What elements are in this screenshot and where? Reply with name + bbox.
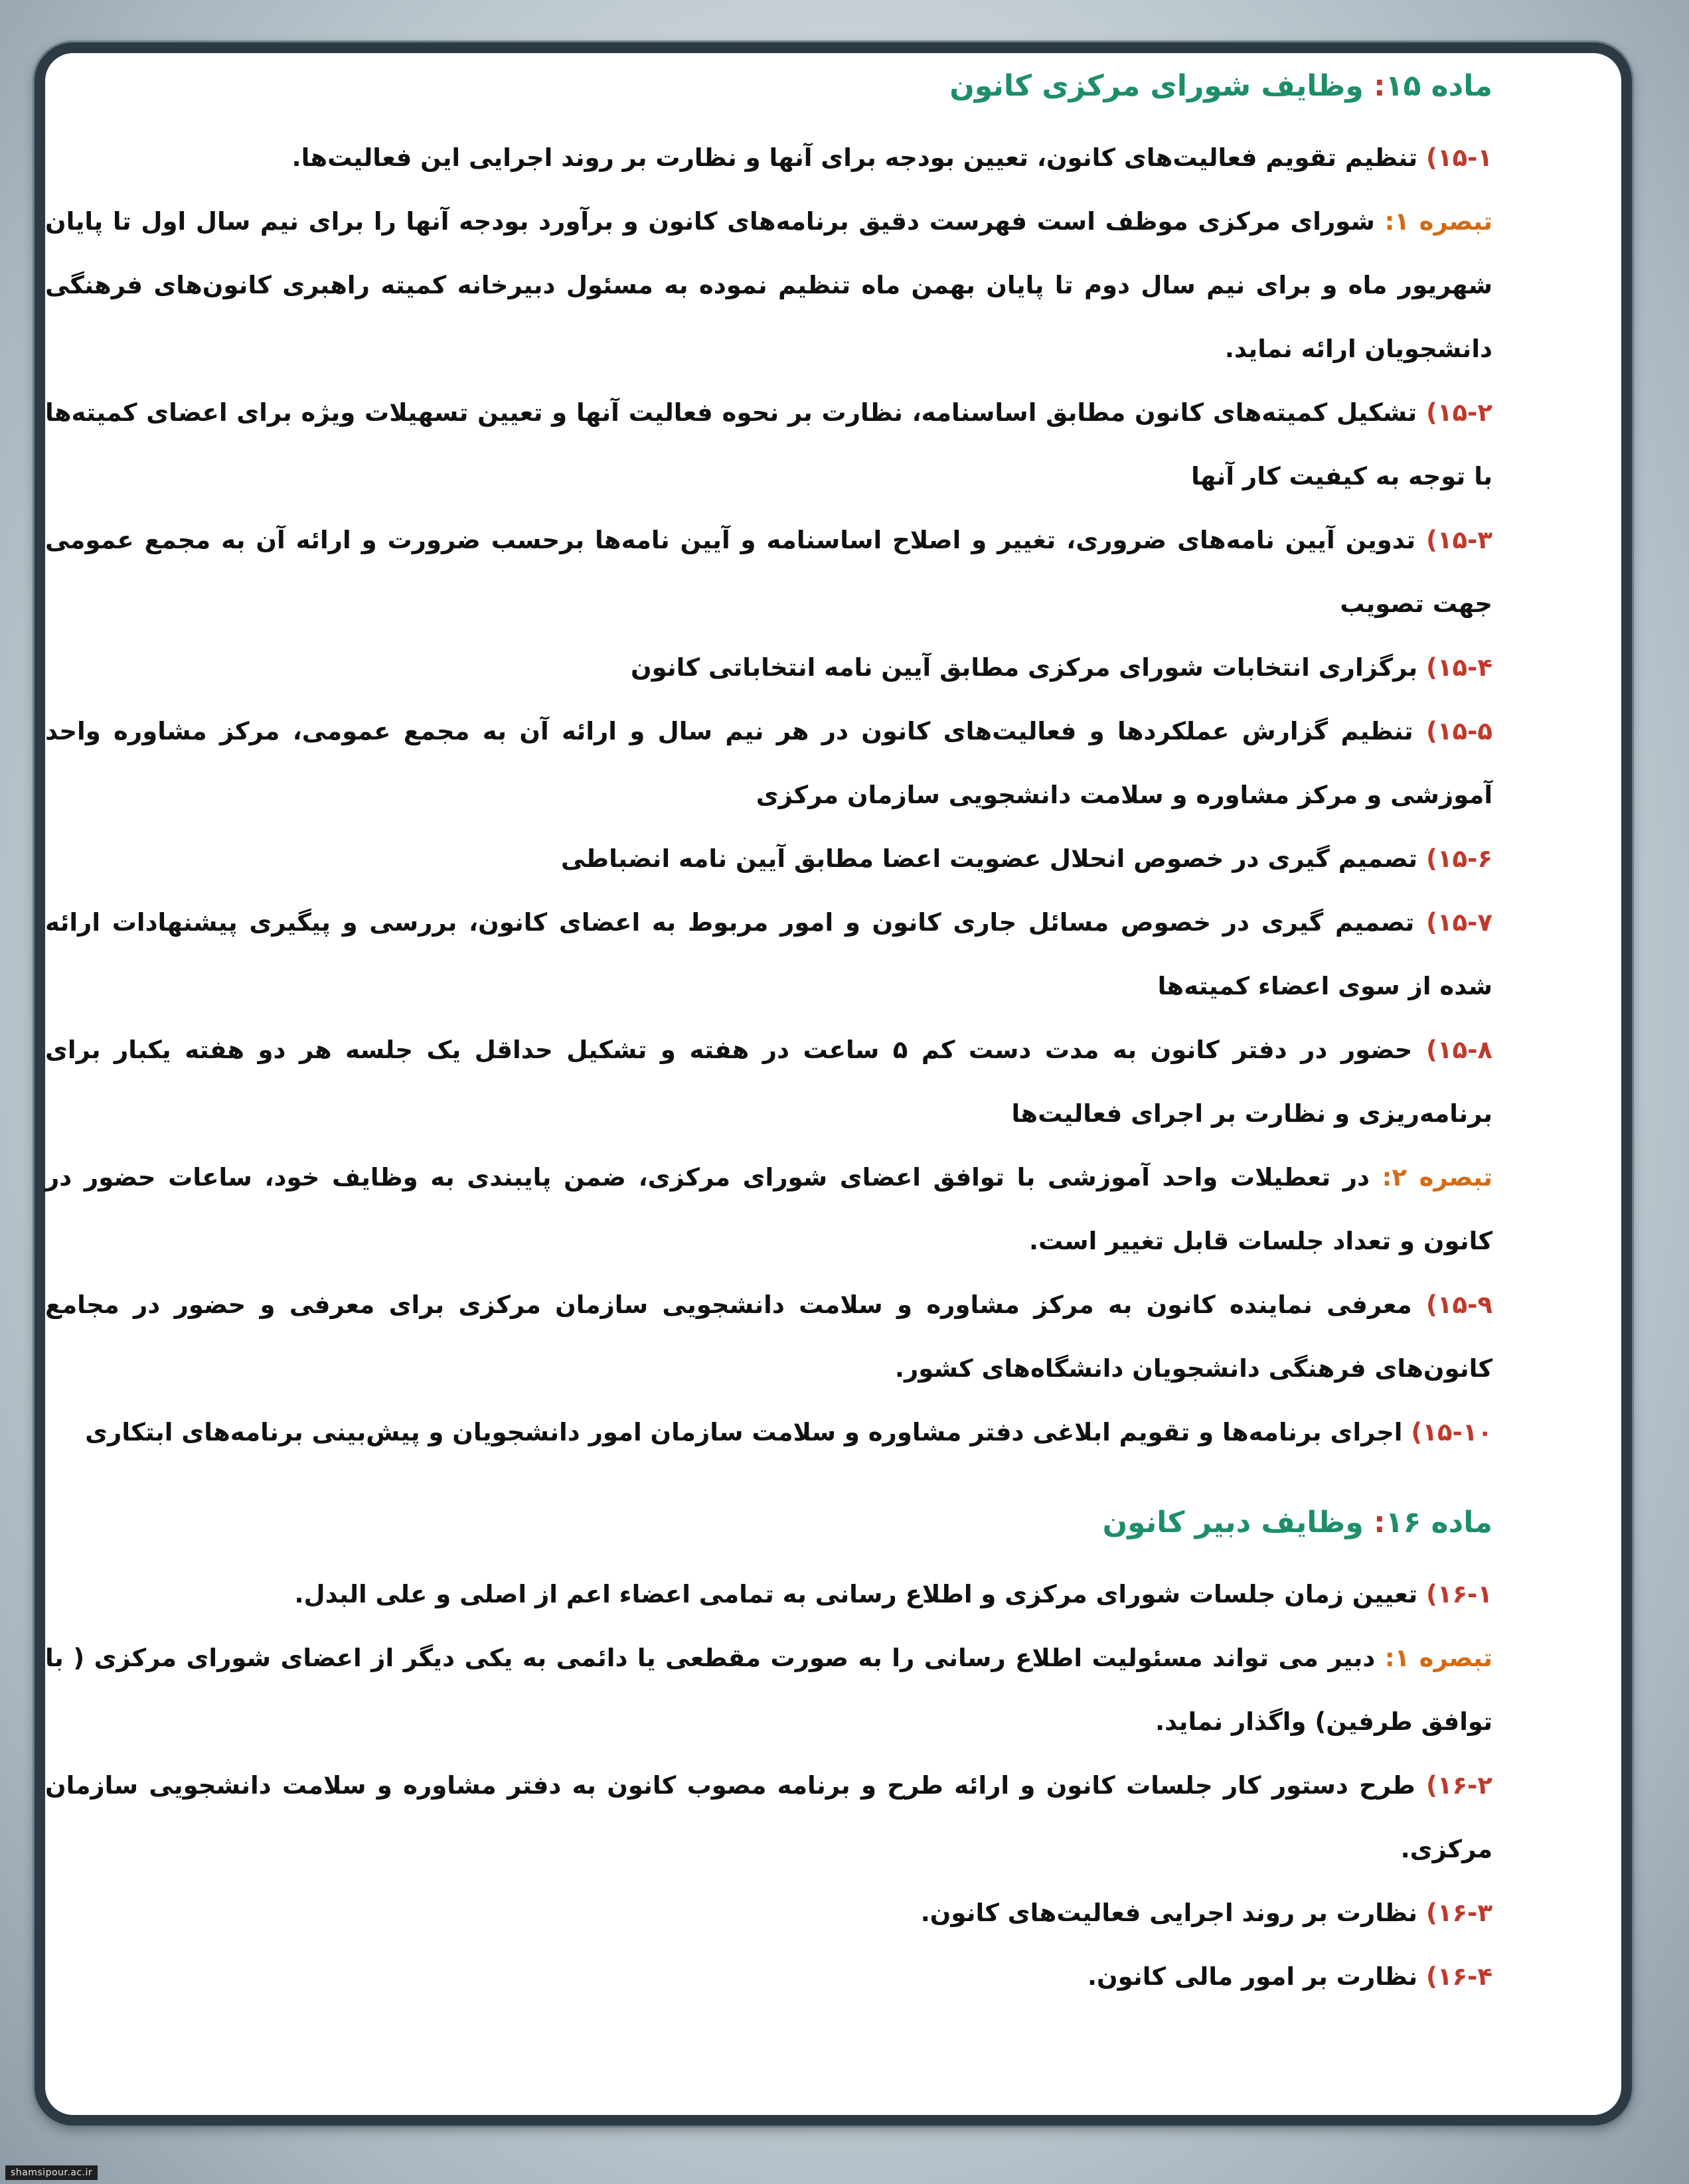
clause-number: ۱۵-۲) — [1425, 398, 1492, 427]
clause-number: ۱۶-۳) — [1425, 1899, 1492, 1927]
clause-15-2 — [45, 381, 1492, 508]
section-16-heading — [45, 1503, 1492, 1543]
section-15-title: وظایف شورای مرکزی کانون — [949, 69, 1374, 103]
section-16-title: وظایف دبیر کانون — [1102, 1506, 1374, 1539]
clause-15-8 — [45, 1018, 1492, 1146]
clause-number: ۱۶-۱) — [1425, 1580, 1492, 1608]
note-label: تبصره ۲: — [1382, 1163, 1492, 1192]
section-16-label: ماده ۱۶ — [1385, 1506, 1492, 1539]
clause-15-1 — [45, 126, 1492, 190]
clause-text: تشکیل کمیته‌های کانون مطابق اساسنامه، نظارت بر نحوه فعالیت آنها و تعیین تسهیلات ویژه برای اعضای کمیته‌ها با توجه به کیفیت کار آنها — [45, 398, 1492, 491]
clause-16-4 — [45, 1945, 1492, 2009]
note-label: تبصره ۱: — [1384, 207, 1492, 236]
clause-text: معرفی نماینده کانون به مرکز مشاوره و سلامت دانشجویی سازمان مرکزی برای معرفی و حضور در مجامع کانون‌های فرهنگی دانشجویان دانشگاه‌های کشور. — [45, 1290, 1492, 1383]
clause-text: تصمیم گیری در خصوص مسائل جاری کانون و امور مربوط به اعضای کانون، بررسی و پیگیری پیشنهادات ارائه شده از سوی اعضاء کمیته‌ها — [45, 908, 1492, 1000]
section-16-colon: : — [1374, 1506, 1386, 1539]
clause-number: ۱۵-۴) — [1425, 653, 1492, 682]
site-watermark: shamsipour.ac.ir — [5, 2165, 98, 2180]
note-text: شورای مرکزی موظف است فهرست دقیق برنامه‌های کانون و برآورد بودجه آنها را برای نیم سال اول تا پایان شهریور ماه و برای نیم سال دوم تا پایان بهمن ماه تنظیم نموده به مسئول دبیرخانه کمیته راهبری کانون‌های فرهنگی دانشجویان ارائه نماید. — [45, 207, 1492, 363]
clause-number: ۱۵-۱۰) — [1411, 1418, 1492, 1446]
clause-text: اجرای برنامه‌ها و تقویم ابلاغی دفتر مشاوره و سلامت سازمان امور دانشجویان و پیش‌بینی برنامه‌های ابتکاری — [85, 1418, 1411, 1446]
clause-number: ۱۶-۴) — [1425, 1962, 1492, 1991]
clause-number: ۱۵-۸) — [1425, 1036, 1493, 1064]
clause-text: تدوین آیین نامه‌های ضروری، تغییر و اصلاح اساسنامه و آیین نامه‌ها برحسب ضرورت و ارائه آن به مجمع عمومی جهت تصویب — [45, 526, 1492, 618]
clause-number: ۱۵-۹) — [1425, 1290, 1492, 1319]
note-16-1 — [45, 1626, 1492, 1754]
clause-number: ۱۵-۷) — [1425, 908, 1492, 937]
clause-15-9 — [45, 1273, 1492, 1401]
clause-number: ۱۶-۲) — [1425, 1771, 1492, 1800]
clause-16-3 — [45, 1881, 1492, 1945]
note-15-1 — [45, 190, 1492, 381]
clause-number: ۱۵-۶) — [1425, 844, 1492, 873]
clause-text: تنظیم تقویم فعالیت‌های کانون، تعیین بودجه برای آنها و نظارت بر روند اجرایی این فعالیت‌ها. — [291, 143, 1426, 172]
section-15-label: ماده ۱۵ — [1385, 69, 1492, 103]
section-15-colon: : — [1374, 69, 1386, 103]
clause-text: تنظیم گزارش عملکردها و فعالیت‌های کانون در هر نیم سال و ارائه آن به مجمع عمومی، مرکز مشاوره واحد آموزشی و مرکز مشاوره و سلامت دانشجویی سازمان مرکزی — [45, 717, 1492, 809]
clause-text: نظارت بر امور مالی کانون. — [1087, 1962, 1426, 1991]
clause-16-2 — [45, 1754, 1492, 1881]
clause-15-6 — [45, 827, 1492, 891]
section-15-heading — [45, 66, 1492, 106]
clause-number: ۱۵-۱) — [1425, 143, 1492, 172]
note-text: دبیر می تواند مسئولیت اطلاع رسانی را به صورت مقطعی یا دائمی به یکی دیگر از اعضای شورای مرکزی ( با توافق طرفین) واگذار نماید. — [45, 1644, 1492, 1736]
clause-text: حضور در دفتر کانون به مدت دست کم ۵ ساعت در هفته و تشکیل حداقل یک جلسه هر دو هفته یکبار برای برنامه‌ریزی و نظارت بر اجرای فعالیت‌ها — [45, 1036, 1492, 1128]
clause-text: طرح دستور کار جلسات کانون و ارائه طرح و برنامه مصوب کانون به دفتر مشاوره و سلامت دانشجویی سازمان مرکزی. — [45, 1771, 1492, 1863]
clause-text: نظارت بر روند اجرایی فعالیت‌های کانون. — [920, 1899, 1426, 1927]
note-label: تبصره ۱: — [1384, 1644, 1492, 1672]
note-15-2 — [45, 1146, 1492, 1273]
clause-number: ۱۵-۳) — [1425, 526, 1492, 554]
document-body — [45, 66, 1492, 2009]
note-text: در تعطیلات واحد آموزشی با توافق اعضای شورای مرکزی، ضمن پایبندی به وظایف خود، ساعات حضور در کانون و تعداد جلسات قابل تغییر است. — [45, 1163, 1492, 1255]
clause-text: برگزاری انتخابات شورای مرکزی مطابق آیین نامه انتخاباتی کانون — [631, 653, 1426, 682]
clause-16-1 — [45, 1563, 1492, 1626]
clause-text: تعیین زمان جلسات شورای مرکزی و اطلاع رسانی به تمامی اعضاء اعم از اصلی و علی البدل. — [294, 1580, 1426, 1608]
clause-15-3 — [45, 508, 1492, 636]
clause-15-5 — [45, 700, 1492, 827]
clause-number: ۱۵-۵) — [1425, 717, 1492, 745]
clause-15-10 — [45, 1401, 1492, 1464]
clause-text: تصمیم گیری در خصوص انحلال عضویت اعضا مطابق آیین نامه انضباطی — [560, 844, 1426, 873]
clause-15-7 — [45, 891, 1492, 1018]
clause-15-4 — [45, 636, 1492, 700]
